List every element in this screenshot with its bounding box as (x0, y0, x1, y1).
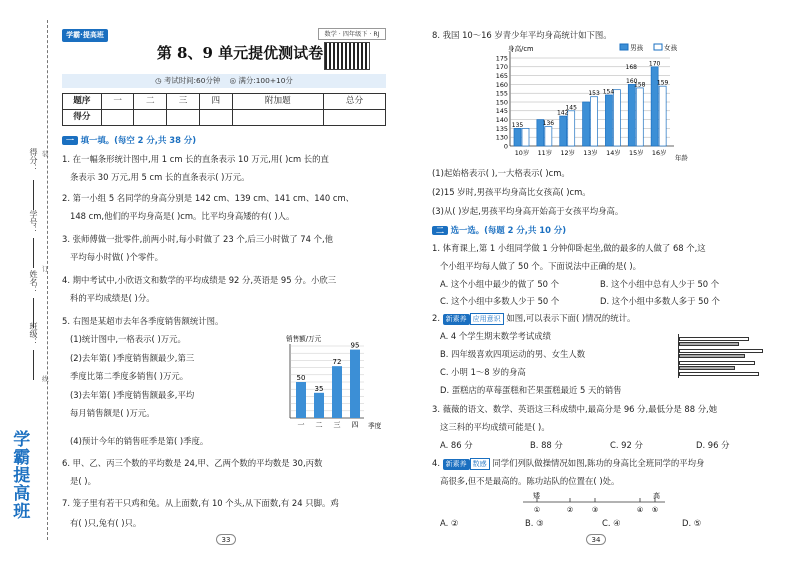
s2-q2-stem: 2. 新素养 应用意识 如图,可以表示下面( )情况的统计。 (432, 313, 636, 323)
tick-label: 15岁 (629, 149, 644, 157)
tick-label: 13岁 (583, 149, 598, 157)
q1-line1: 1. 在一幅条形统计图中,用 1 cm 长的直条表示 10 万元,用( )cm 长的直 (62, 154, 329, 164)
q8-sub2: (2)15 岁时,男孩平均身高比女孩高( )cm。 (432, 187, 591, 197)
q7-line2: 有( )只,兔有( )只。 (70, 518, 142, 528)
data-label: 145 (565, 104, 577, 112)
sales-bar-chart (272, 332, 390, 432)
s2-q1-option-c[interactable]: C. 这个小组中多数人少于 50 个 (440, 296, 560, 306)
q8-intro: 8. 我国 10～16 岁青少年平均身高统计如下图。 (432, 30, 612, 40)
s2-q2-option-d[interactable]: D. 蛋糕店的草莓蛋糕和芒果蛋糕最近 5 天的销售 (440, 385, 622, 395)
lineup-mark: ⑤ (651, 506, 659, 514)
lineup-mark: ③ (591, 506, 599, 514)
application-tag: 应用意识 (470, 313, 504, 325)
tick-label: 160 (495, 80, 508, 89)
bar (583, 102, 590, 146)
bar (522, 128, 529, 146)
s2-q1-line1: 1. 体育课上,第 1 小组同学做 1 分钟仰卧起坐,做的最多的人做了 68 个,这 (432, 243, 706, 253)
section-2-number: 二 (432, 226, 448, 235)
score-input-cell[interactable] (232, 110, 323, 126)
q4-line2: 科的平均成绩是( )分。 (70, 293, 155, 303)
cut-line (47, 20, 48, 540)
score-cell: 总分 (323, 94, 385, 110)
tick-label: 135 (495, 124, 508, 133)
brand-badge: 学霸·提高班 (62, 29, 108, 42)
data-label: 154 (602, 88, 615, 96)
data-label: 142 (556, 109, 569, 117)
figure-bar (679, 366, 735, 370)
s2-q3-line1: 3. 薇薇的语文、数学、英语这三科成绩中,最高分是 96 分,最低分是 88 分,她 (432, 404, 718, 414)
data-label: 158 (634, 81, 646, 89)
q3-line1: 3. 张师傅做一批零件,前两小时,每小时做了 23 个,后三小时做了 74 个,他 (62, 234, 334, 244)
page-number-right: 34 (586, 534, 606, 545)
score-cell: 三 (167, 94, 200, 110)
lineup-tall-end: 高 (653, 492, 660, 500)
s2-q1-option-a[interactable]: A. 这个小组中最少的做了 50 个 (440, 279, 560, 289)
tick-label: 0 (503, 142, 508, 151)
student-id-label: 学号： (29, 210, 38, 234)
lineup-mark: ① (533, 506, 541, 514)
legend-label: 女孩 (664, 44, 678, 52)
data-label: 159 (656, 79, 669, 87)
qr-code-icon (324, 42, 370, 70)
tick-label: 12岁 (560, 149, 575, 157)
score-cell: 一 (101, 94, 134, 110)
s2-q3-option-b[interactable]: B. 88 分 (530, 440, 563, 450)
score-input-cell[interactable] (101, 110, 134, 126)
cut-mark-2: 订 (42, 265, 49, 273)
score-cell: 题序 (63, 94, 102, 110)
data-label: 153 (588, 90, 600, 98)
q4-line1: 4. 期中考试中,小欣语文和数学的平均成绩是 92 分,英语是 95 分。小欣三 (62, 275, 337, 285)
score-table (62, 93, 386, 126)
q5-sub3a: (3)去年第( )季度销售额最多,平均 (70, 390, 195, 400)
s2-q4-option-a[interactable]: A. ② (440, 518, 459, 528)
y-axis-label: 销售额/万元 (286, 335, 322, 343)
horizontal-bar-figure (676, 334, 766, 378)
full-marks: 满分:100+10分 (238, 76, 293, 85)
new-literacy-tag: 新素养 (443, 459, 470, 470)
score-cell: 二 (134, 94, 167, 110)
tick-label: 150 (495, 98, 508, 107)
score-input-cell[interactable] (134, 110, 167, 126)
data-label: 72 (332, 358, 342, 367)
data-label: 160 (626, 77, 638, 85)
name-label: 姓名： (29, 270, 38, 294)
bar (605, 95, 612, 146)
bar (545, 127, 552, 146)
exam-info-bar (62, 74, 386, 88)
s2-q4-option-c[interactable]: C. ④ (602, 518, 621, 528)
q2-line1: 2. 第一小组 5 名同学的身高分别是 142 cm、139 cm、141 cm、140 cm、 (62, 193, 354, 203)
data-label: 35 (314, 384, 324, 393)
grade-label: 数学 · 四年级下 · RJ (318, 28, 386, 40)
tick-label: 165 (495, 72, 508, 80)
score-table-input-row (63, 110, 386, 126)
height-bar-chart (488, 42, 698, 166)
q5-sub2a: (2)去年第( )季度销售额最少,第三 (70, 353, 195, 363)
q6-line2: 是( )。 (70, 476, 96, 486)
data-label: 136 (542, 120, 555, 128)
q8-sub3: (3)从( )岁起,男孩平均身高开始高于女孩平均身高。 (432, 206, 624, 216)
tick-label: 140 (495, 116, 508, 124)
lineup-mark: ④ (636, 506, 644, 514)
score-row-label: 得分 (63, 110, 102, 126)
s2-q3-option-c[interactable]: C. 92 分 (610, 440, 643, 450)
legend-swatch-boys (620, 44, 628, 50)
q3-line2: 平均每小时做( )个零件。 (70, 252, 163, 262)
tick-label: 二 (315, 421, 323, 429)
section-1-number: 一 (62, 136, 78, 145)
q5-sub4: (4)预计今年的销售旺季是第( )季度。 (70, 436, 209, 446)
q8-sub1: (1)起始格表示( ),一大格表示( )cm。 (432, 168, 570, 178)
lineup-diagram (515, 490, 675, 514)
figure-bar (679, 354, 745, 358)
tick-label: 一 (297, 421, 305, 429)
lineup-short-end: 矮 (533, 492, 540, 500)
cut-mark-1: 装 (42, 150, 49, 158)
bar (659, 86, 666, 146)
q5-sub1: (1)统计图中,一格表示( )万元。 (70, 334, 186, 344)
data-label: 95 (350, 341, 360, 350)
bar (296, 382, 306, 418)
section-2-header (432, 224, 762, 237)
section-1-title: 填一填。(每空 2 分,共 38 分) (80, 135, 197, 145)
legend-swatch-girls (654, 44, 662, 50)
s2-q1-option-b[interactable]: B. 这个小组中总有人少于 50 个 (600, 279, 720, 289)
figure-bar (679, 372, 759, 376)
tick-label: 16岁 (651, 149, 667, 157)
bar (514, 128, 521, 146)
number-sense-tag: 数感 (470, 458, 490, 470)
figure-bar (679, 337, 749, 341)
bar (314, 393, 324, 418)
cut-mark-3: 线 (42, 375, 49, 383)
s2-q2-option-c[interactable]: C. 小明 1～8 岁的身高 (440, 367, 526, 377)
clock-icon: ◷ (155, 76, 162, 85)
score-cell: 附加题 (232, 94, 323, 110)
new-literacy-tag: 新素养 (443, 314, 470, 325)
page-number-left: 33 (216, 534, 236, 545)
q1-line2: 条表示 30 万元,用 5 cm 长的直条表示( )万元。 (70, 172, 250, 182)
score-table-header-row (63, 94, 386, 110)
bar (613, 90, 620, 146)
exam-time: 考试时间:60分钟 (163, 76, 221, 85)
bar (350, 350, 360, 418)
s2-q4-stem: 4. 新素养 数感 同学们列队做操情况如图,陈功的身高比全班同学的平均身 (432, 458, 705, 468)
y-axis-label: 身高/cm (508, 45, 534, 53)
bar (636, 88, 643, 146)
q5-intro: 5. 右图是某超市去年各季度销售额统计图。 (62, 316, 224, 326)
tick-label: 155 (495, 89, 508, 98)
x-axis-label: 年龄 (675, 154, 688, 162)
tick-label: 145 (495, 107, 508, 116)
medal-icon: ◎ (229, 76, 237, 85)
figure-bar (679, 342, 739, 346)
s2-q2-text: 如图,可以表示下面( )情况的统计。 (506, 313, 636, 323)
s2-q4-text-2: 高很多,但不是最高的。陈功站队的位置在( )处。 (440, 476, 620, 486)
section-2-title: 选一选。(每题 2 分,共 10 分) (450, 225, 567, 235)
score-input-cell[interactable] (323, 110, 385, 126)
tick-label: 130 (495, 133, 508, 142)
score-input-cell[interactable] (199, 110, 232, 126)
s2-q1-line2: 个小组平均每人做了 50 个。下面说法中正确的是( )。 (440, 261, 642, 271)
bar (332, 366, 342, 418)
tick-label: 四 (351, 421, 359, 429)
q7-line1: 7. 笼子里有若干只鸡和兔。从上面数,有 10 个头,从下面数,有 24 只脚。鸡 (62, 498, 339, 508)
tick-label: 175 (495, 54, 508, 63)
lineup-mark: ② (566, 506, 574, 514)
q6-line1: 6. 甲、乙、丙三个数的平均数是 24,甲、乙两个数的平均数是 30,丙数 (62, 458, 323, 468)
s2-q4-option-d[interactable]: D. ⑤ (682, 518, 702, 528)
class-label: 班级： (29, 322, 38, 346)
binding-margin (0, 0, 50, 566)
q5-sub2b: 季度比第二季度多销售( )万元。 (70, 371, 189, 381)
bar (560, 116, 567, 146)
s2-q4-option-b[interactable]: B. ③ (525, 518, 544, 528)
data-label: 135 (511, 121, 524, 129)
score-label: 得分： (29, 148, 38, 172)
page-title: 第 8、9 单元提优测试卷 (156, 44, 324, 62)
q2-line2: 148 cm,他们的平均身高是( )cm。比平均身高矮的有( )人。 (70, 211, 295, 221)
student-id-blank[interactable] (33, 238, 34, 268)
logo-text: 学霸提高班 (9, 430, 30, 520)
tick-label: 170 (495, 63, 508, 72)
s2-q2-option-a[interactable]: A. 4 个学生期末数学考试成绩 (440, 331, 552, 341)
s2-q1-option-d[interactable]: D. 这个小组中多数人多于 50 个 (600, 296, 720, 306)
tick-label: 三 (333, 421, 341, 429)
tick-label: 14岁 (606, 149, 621, 157)
s2-q3-line2: 这三科的平均成绩可能是( )。 (440, 422, 550, 432)
tick-label: 11岁 (537, 149, 553, 157)
score-cell: 四 (199, 94, 232, 110)
data-label: 50 (296, 374, 306, 382)
s2-q3-option-a[interactable]: A. 86 分 (440, 440, 473, 450)
legend-label: 男孩 (630, 44, 644, 52)
x-axis-label: 季度 (368, 422, 382, 430)
bar (591, 97, 598, 146)
data-label: 168 (625, 63, 638, 71)
q5-sub3b: 每月销售额是( )万元。 (70, 408, 155, 418)
score-blank[interactable] (33, 180, 34, 210)
class-blank[interactable] (33, 350, 34, 380)
figure-bar (679, 349, 763, 353)
section-1-header (62, 134, 386, 147)
figure-bar (679, 361, 755, 365)
tick-label: 10岁 (514, 149, 530, 157)
score-input-cell[interactable] (167, 110, 200, 126)
bar (628, 84, 635, 146)
s2-q4-text-1: 同学们列队做操情况如图,陈功的身高比全班同学的平均身 (492, 458, 705, 468)
data-label: 170 (648, 60, 661, 68)
s2-q3-option-d[interactable]: D. 96 分 (696, 440, 730, 450)
s2-q2-option-b[interactable]: B. 四年级喜欢四项运动的男、女生人数 (440, 349, 586, 359)
bar (568, 111, 575, 146)
